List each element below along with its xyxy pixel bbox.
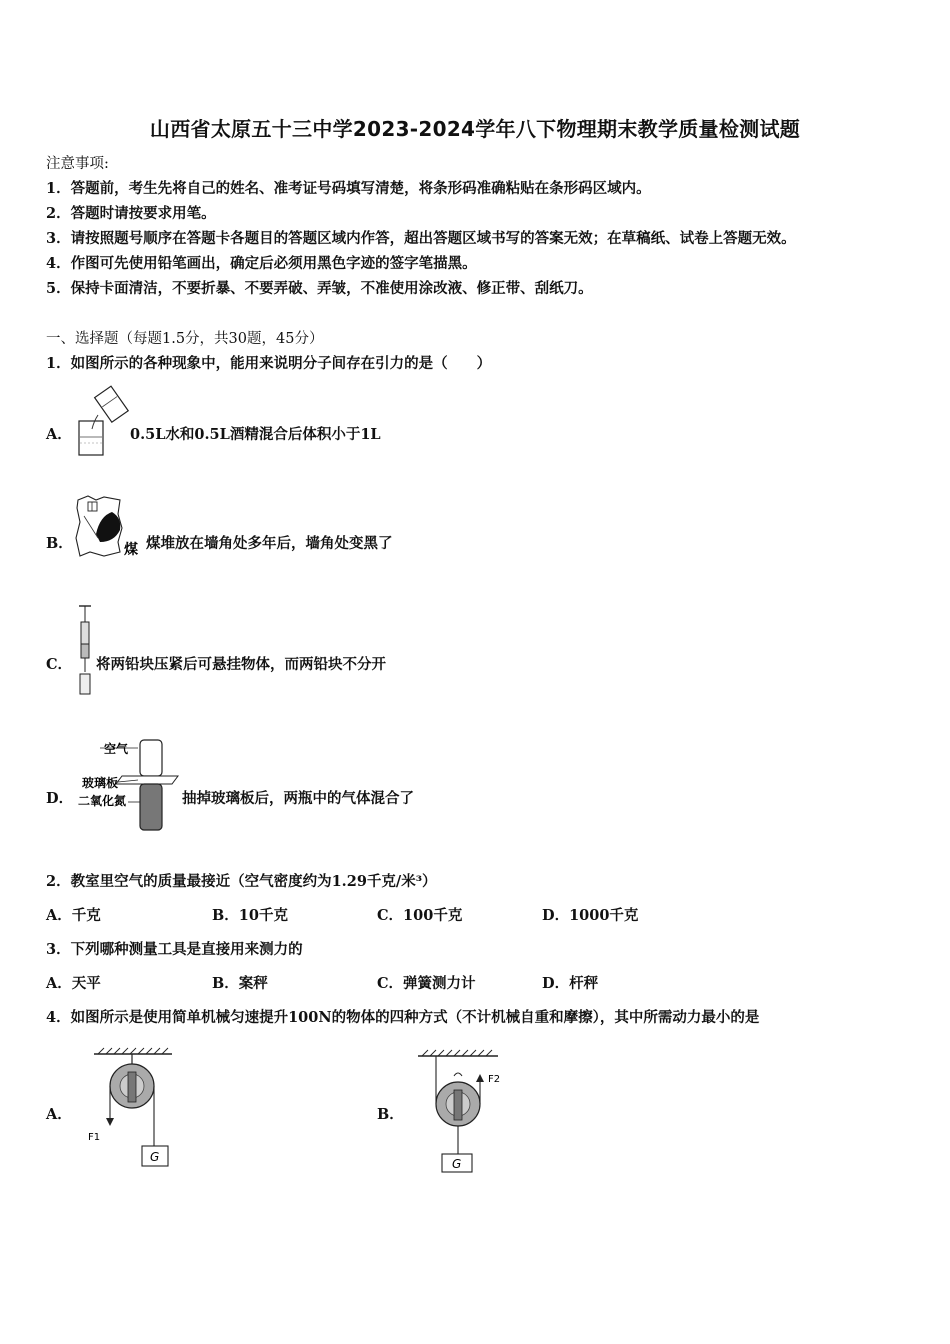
q1-option-c-text: 将两铅块压紧后可悬挂物体，而两铅块不分开 bbox=[96, 656, 386, 673]
q2-option-c-label: C． bbox=[377, 907, 404, 924]
q2-option-b[interactable] bbox=[212, 904, 288, 925]
q2-option-b-label: B． bbox=[212, 907, 239, 924]
q3-option-c-text: 弹簧测力计 bbox=[403, 975, 476, 992]
q4-option-a-label[interactable]: A． bbox=[46, 1106, 72, 1123]
question-3-stem: 3．下列哪种测量工具是直接用来测力的 bbox=[46, 941, 303, 958]
q1-option-b-text: 煤堆放在墙角处多年后，墙角处变黑了 bbox=[146, 535, 393, 552]
air-label: 空气 bbox=[104, 742, 129, 756]
question-1-stem: 1．如图所示的各种现象中，能用来说明分子间存在引力的是（ ） bbox=[46, 355, 492, 372]
q2-option-d-label: D． bbox=[542, 907, 570, 924]
q2-option-a[interactable] bbox=[46, 904, 101, 925]
question-4-stem: 4．如图所示是使用简单机械匀速提升100N的物体的四种方式（不计机械自重和摩擦），其中所需动力最小的是 bbox=[46, 1009, 760, 1026]
gas-bottles-figure bbox=[78, 736, 182, 836]
q3-option-a-text: 天平 bbox=[71, 975, 101, 992]
coal-label: 煤 bbox=[124, 542, 138, 558]
q3-option-a-label: A． bbox=[46, 975, 72, 992]
fixed-pulley-figure bbox=[84, 1046, 184, 1172]
q2-option-a-text: 千克 bbox=[71, 907, 101, 924]
q2-option-d-text: 1000千克 bbox=[569, 907, 639, 924]
q1-option-d-label[interactable]: D． bbox=[46, 790, 74, 807]
force-f2-label: F2 bbox=[488, 1074, 501, 1085]
notice-item: 4．作图可先使用铅笔画出，确定后必须用黑色字迹的签字笔描黑。 bbox=[46, 255, 477, 272]
q2-option-c-text: 100千克 bbox=[403, 907, 463, 924]
q3-option-b-label: B． bbox=[212, 975, 239, 992]
q3-option-d-text: 杆秤 bbox=[569, 975, 599, 992]
q3-option-a[interactable] bbox=[46, 972, 101, 993]
q1-option-a-label[interactable]: A． bbox=[46, 426, 72, 443]
q1-option-a-text: 0.5L水和0.5L酒精混合后体积小于1L bbox=[130, 426, 381, 443]
q2-option-b-text: 10千克 bbox=[238, 907, 288, 924]
lead-blocks-figure bbox=[74, 602, 96, 698]
q4-option-b-label[interactable]: B． bbox=[377, 1106, 404, 1123]
q3-option-c[interactable] bbox=[377, 972, 476, 993]
question-2-stem: 2．教室里空气的质量最接近（空气密度约为1.29千克/米³） bbox=[46, 873, 437, 890]
force-f1-label: F1 bbox=[88, 1132, 101, 1143]
notice-item: 5．保持卡面清洁，不要折暴、不要弄破、弄皱，不准使用涂改液、修正带、刮纸刀。 bbox=[46, 280, 593, 297]
q2-option-c[interactable] bbox=[377, 904, 462, 925]
q1-option-b-label[interactable]: B． bbox=[46, 535, 73, 552]
glass-plate-label: 玻璃板 bbox=[82, 776, 119, 790]
q3-option-d-label: D． bbox=[542, 975, 570, 992]
q3-option-d[interactable] bbox=[542, 972, 598, 993]
section-heading: 一、选择题（每题1.5分，共30题，45分） bbox=[46, 331, 324, 347]
q1-option-d-text: 抽掉玻璃板后，两瓶中的气体混合了 bbox=[182, 790, 414, 807]
page-title: 山西省太原五十三中学2023-2024学年八下物理期末教学质量检测试题 bbox=[149, 117, 801, 141]
no2-label: 二氧化氮 bbox=[78, 794, 127, 808]
notice-item: 3．请按照题号顺序在答题卡各题目的答题区域内作答，超出答题区域书写的答案无效；在草稿纸、试卷上答题无效。 bbox=[46, 230, 796, 247]
notice-item: 2．答题时请按要求用笔。 bbox=[46, 205, 216, 222]
notice-heading: 注意事项: bbox=[46, 156, 109, 172]
q3-option-b[interactable] bbox=[212, 972, 268, 993]
movable-pulley-figure bbox=[410, 1046, 510, 1176]
q1-option-c-label[interactable]: C． bbox=[46, 656, 73, 673]
q2-option-a-label: A． bbox=[46, 907, 72, 924]
q2-option-d[interactable] bbox=[542, 904, 638, 925]
beaker-pouring-figure bbox=[72, 385, 128, 457]
q3-option-c-label: C． bbox=[377, 975, 404, 992]
weight-g-label: G bbox=[150, 1150, 160, 1164]
coal-wall-figure bbox=[74, 494, 144, 560]
notice-item: 1．答题前，考生先将自己的姓名、准考证号码填写清楚，将条形码准确粘贴在条形码区域内。 bbox=[46, 180, 651, 197]
weight-g-label: G bbox=[452, 1157, 462, 1171]
q3-option-b-text: 案秤 bbox=[238, 975, 268, 992]
